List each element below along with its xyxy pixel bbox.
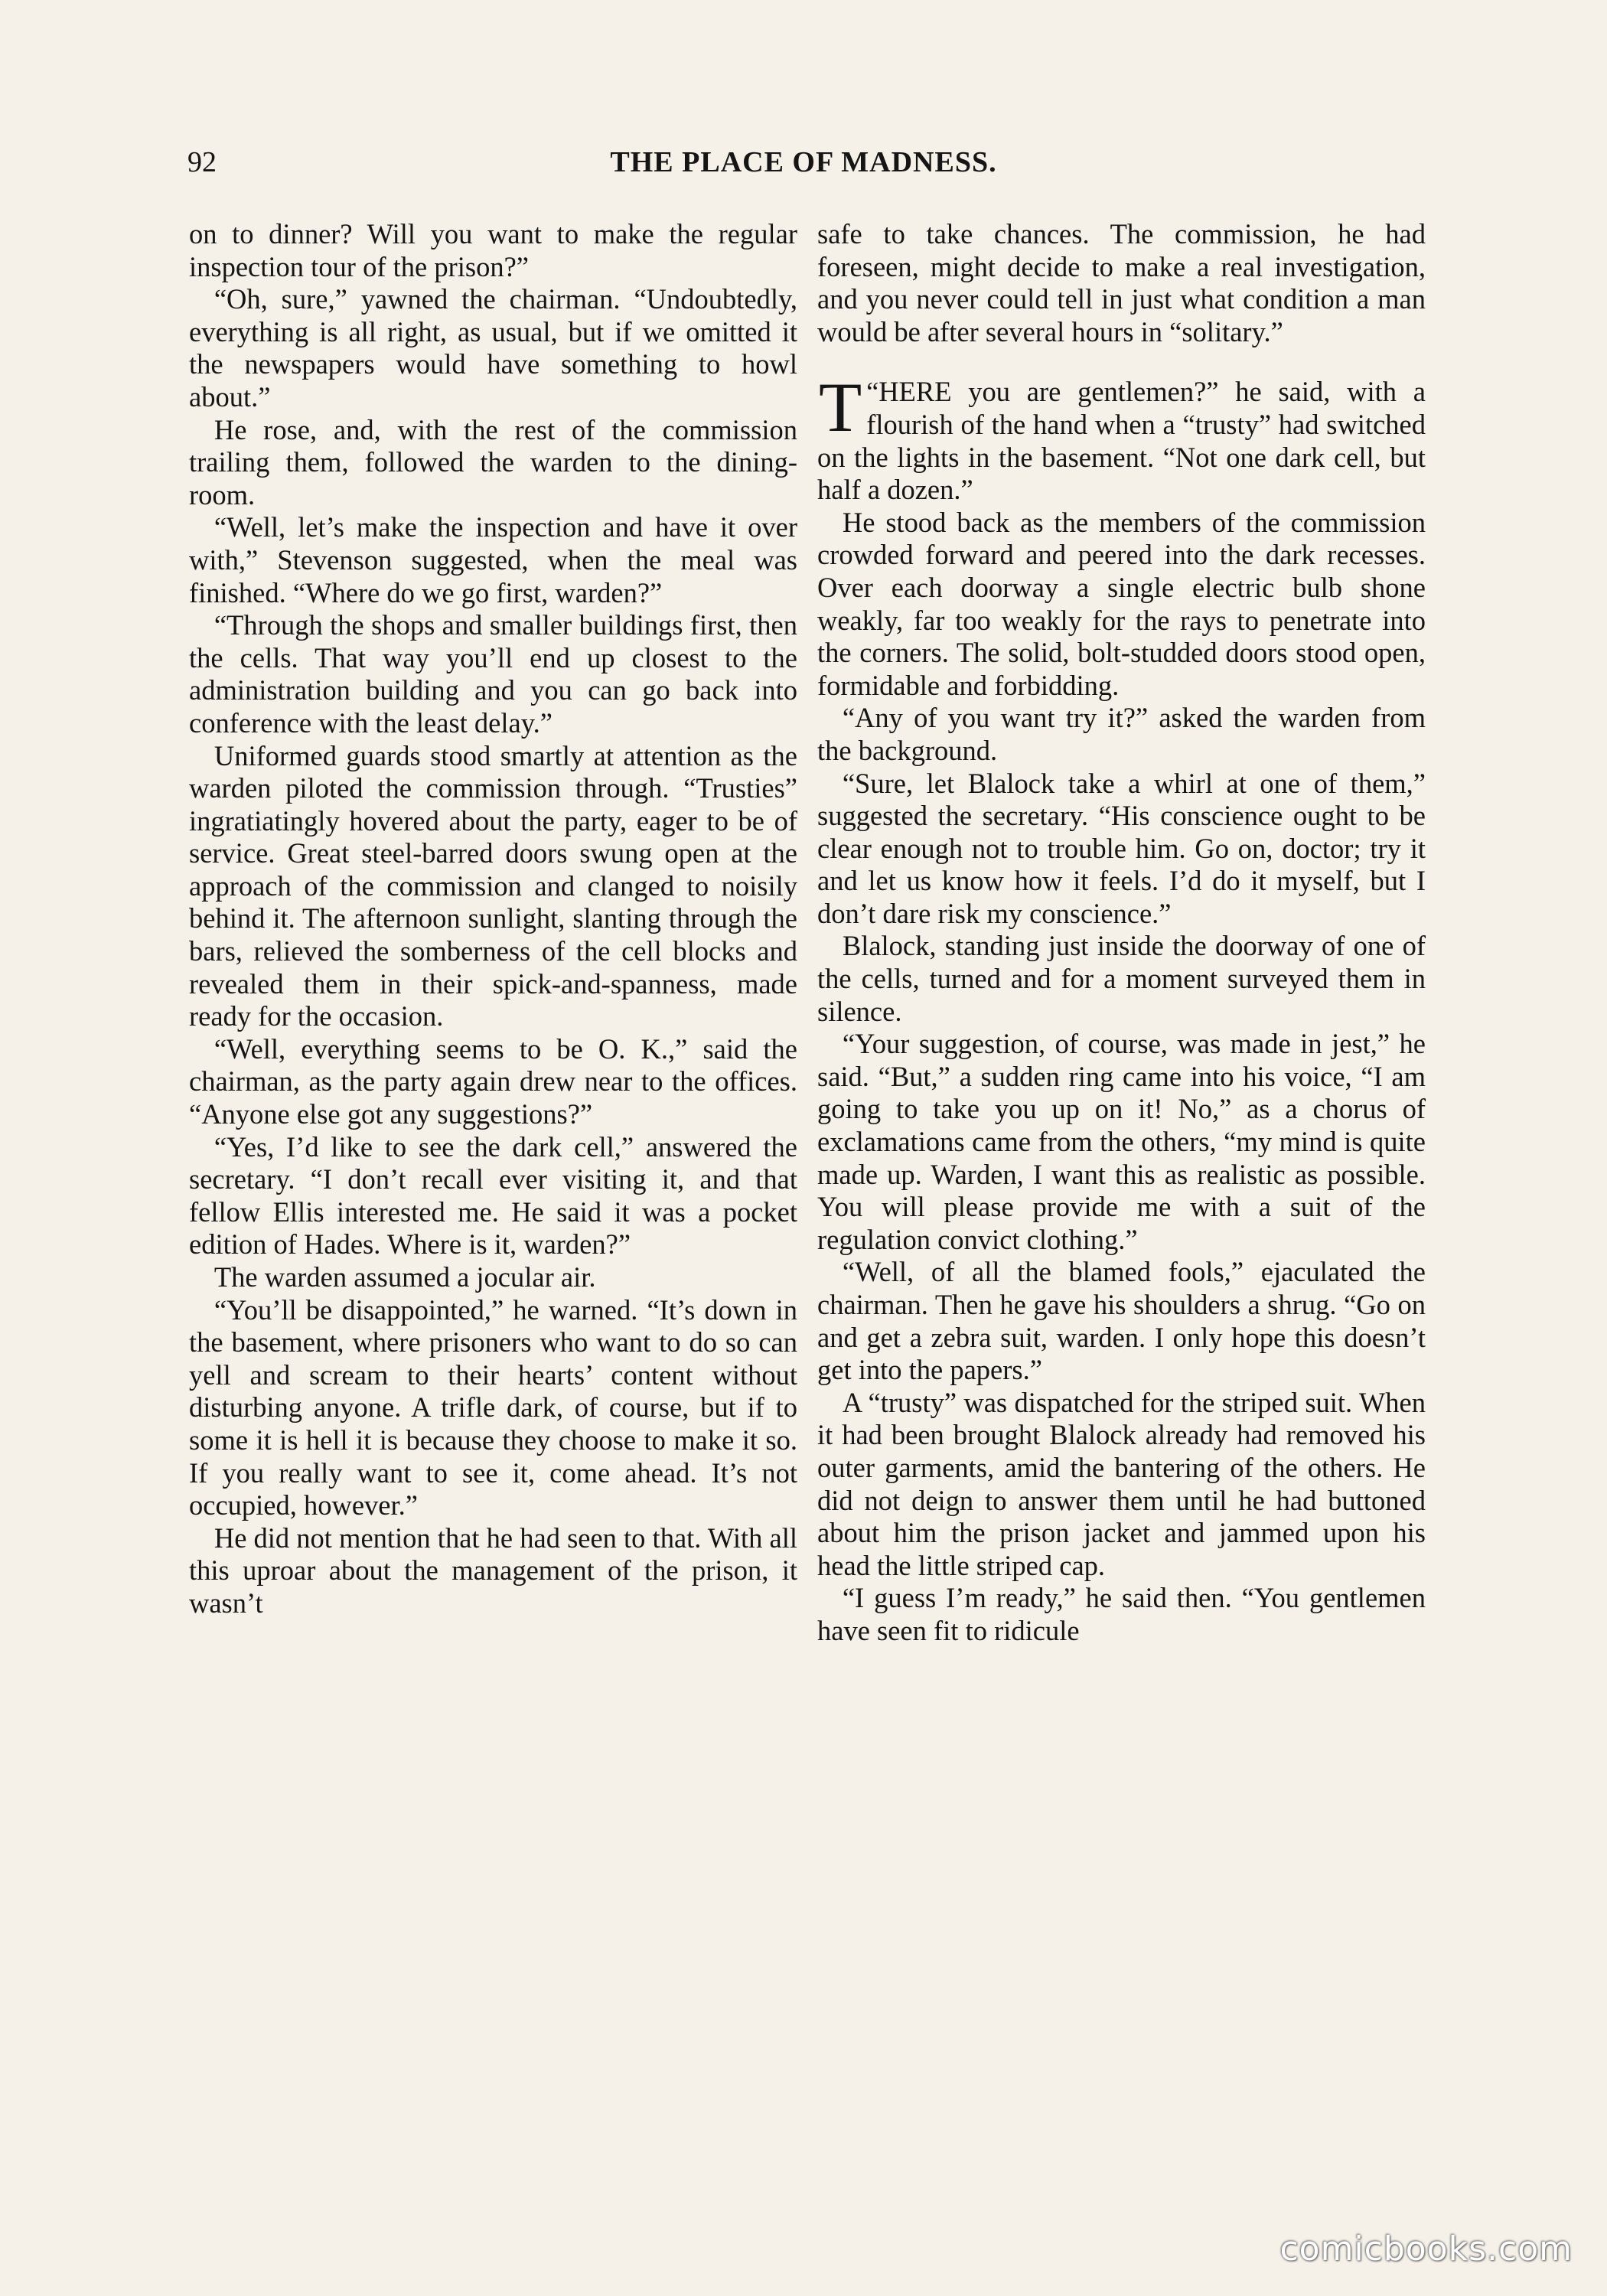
paragraph: He rose, and, with the rest of the commission trailing them, followed the warden to the dining-room. [189,413,797,510]
paragraph: A “trusty” was dispatched for the striped suit. When it had been brought Blalock already had removed his outer garments, amid the bantering of the others. He did not deign to answer them until he had buttoned about him the prison jacket and jammed upon his head the little striped cap. [817,1386,1426,1581]
paragraph: He did not mention that he had seen to that. With all this uproar about the management of the prison, it wasn’t [189,1521,798,1619]
watermark: comicbooks.com [1279,2229,1573,2268]
dropcap-letter: T [819,368,862,447]
paragraph: Blalock, standing just inside the doorway of one of the cells, turned and for a moment surveyed them in silence. [817,930,1426,1027]
paragraph: “Oh, sure,” yawned the chairman. “Undoubtedly, everything is all right, as usual, but if we omitted it the newspapers would have something to howl about.” [189,283,797,413]
paragraph: “Yes, I’d like to see the dark cell,” answered the secretary. “I don’t recall ever visiting it, and that fellow Ellis interested me. He said it was a pocket edition of Hades. Where is it, warden?” [189,1130,797,1261]
paragraph: on to dinner? Will you want to make the regular inspection tour of the prison?” [189,218,797,282]
paragraph: “Well, of all the blamed fools,” ejaculated the chairman. Then he gave his shoulders a shrug. “Go on and get a zebra suit, warden. I only hope this doesn’t get into the papers.” [817,1256,1426,1386]
paragraph: “Any of you want try it?” asked the warden from the background. [817,702,1426,766]
dropcap-open-quote: “ [866,377,879,408]
dropcap-paragraph-text: HERE you are gentlemen?” he said, with a flourish of the hand when a “trusty” had switched on the lights in the basement. “Not one dark cell, but half a dozen.” [817,376,1426,506]
running-head: THE PLACE OF MADNESS. [610,146,997,178]
page-number: 92 [187,146,217,178]
right-column [817,218,1426,2032]
left-column [189,218,797,2032]
paragraph: The warden assumed a jocular air. [214,1261,596,1293]
paragraph: safe to take chances. The commission, he had foreseen, might decide to make a real investigation, and you never could tell in just what condition a man would be after several hours in “solitary.” [817,218,1426,347]
dropcap-paragraph [817,368,1426,506]
paragraph: “Through the shops and smaller buildings first, then the cells. That way you’ll end up closest to the administration building and you can go back into conference with the least delay.” [189,609,797,739]
paragraph: “Well, everything seems to be O. K.,” said the chairman, as the party again drew near to the offices. “Anyone else got any suggestions?” [189,1032,797,1130]
paragraph: “You’ll be disappointed,” he warned. “It’s down in the basement, where prisoners who want to do so can yell and scream to their hearts’ content without disturbing anyone. A trifle dark, of course, but if to some it is hell it is because they choose to make it so. If you really want to see it, come ahead. It’s not occupied, however.” [189,1293,797,1521]
paragraph: “Your suggestion, of course, was made in jest,” he said. “But,” a sudden ring came into his voice, “I am going to take you up on it! No,” as a chorus of exclamations came from the others, “my mind is quite made up. Warden, I want this as realistic as possible. You will please provide me with a suit of the regulation convict clothing.” [817,1028,1426,1255]
page-header [187,145,1420,184]
paragraph: “Well, let’s make the inspection and have it over with,” Stevenson suggested, when the meal was finished. “Where do we go first, warden?” [189,511,797,608]
paragraph: He stood back as the members of the commission crowded forward and peered into the dark recesses. Over each doorway a single electric bulb shone weakly, far too weakly for the rays to penetrate into the corners. The solid, bolt-studded doors stood open, formidable and forbidding. [817,506,1426,701]
paragraph: “I guess I’m ready,” he said then. “You gentlemen have seen fit to ridicule [817,1582,1426,1646]
paragraph: “Sure, let Blalock take a whirl at one of them,” suggested the secretary. “His conscience ought to be clear enough not to trouble him. Go on, doctor; try it and let us know how it feels. I’d do it myself, but I don’t dare risk my conscience.” [817,767,1426,929]
paragraph: Uniformed guards stood smartly at attention as the warden piloted the commission through. “Trusties” ingratiatingly hovered about the party, eager to be of service. Great steel-barred doors swung open at the approach of the commission and clanged to noisily behind it. The afternoon sunlight, slanting through the bars, relieved the somberness of the cell blocks and revealed them in their spick-and-spanness, made ready for the occasion. [189,739,797,1032]
section-break [817,348,1426,376]
